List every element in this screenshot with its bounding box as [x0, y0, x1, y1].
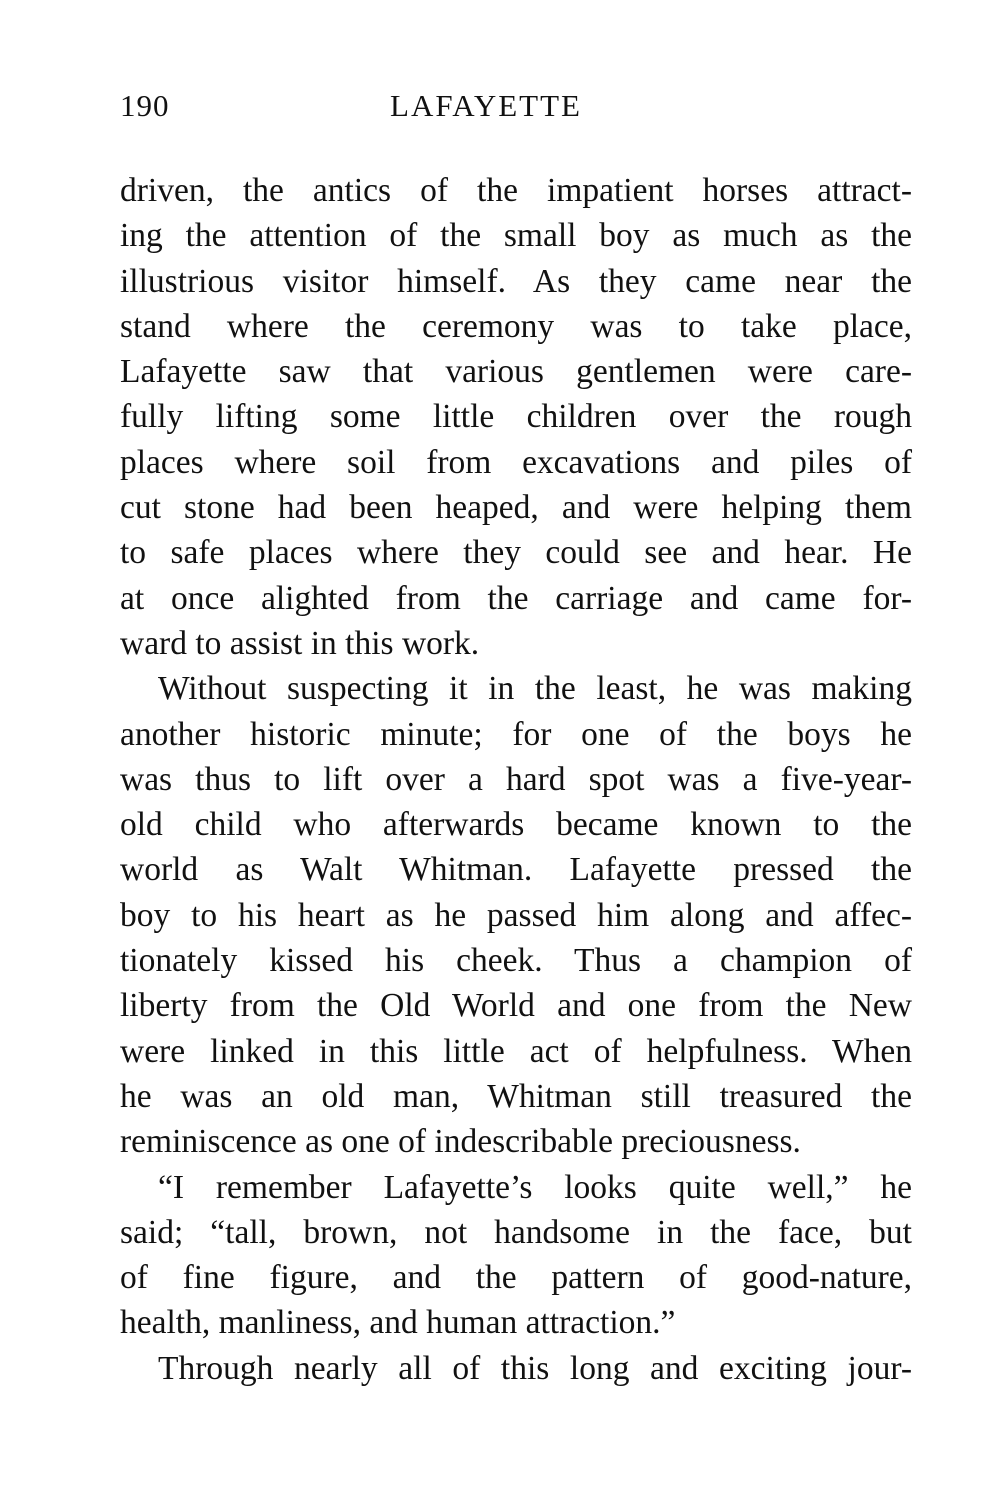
running-head — [120, 88, 912, 138]
text-line: Lafayette saw that various gentlemen were care- — [120, 353, 912, 391]
text-line: liberty from the Old World and one from the New — [120, 987, 912, 1025]
body-text — [120, 168, 912, 1391]
text-line: illustrious visitor himself. As they came near the — [120, 262, 912, 300]
text-line: Through nearly all of this long and exciting jour- — [158, 1349, 912, 1387]
text-line: fully lifting some little children over the rough — [120, 398, 912, 436]
text-line: said; “tall, brown, not handsome in the face, but — [120, 1213, 912, 1251]
text-line: driven, the antics of the impatient horses attract- — [120, 172, 912, 209]
text-line: health, manliness, and human attraction.” — [120, 1304, 676, 1342]
book-page — [120, 88, 912, 1391]
text-line: stand where the ceremony was to take place, — [120, 307, 912, 345]
text-line: at once alighted from the carriage and came for- — [120, 579, 912, 617]
text-line: ing the attention of the small boy as much as the — [120, 217, 912, 255]
text-line: another historic minute; for one of the boys he — [120, 715, 912, 753]
text-line: tionately kissed his cheek. Thus a champion of — [120, 942, 912, 980]
text-line: ward to assist in this work. — [120, 624, 480, 662]
text-line: cut stone had been heaped, and were helping them — [120, 489, 912, 527]
text-line: was thus to lift over a hard spot was a five-year- — [120, 760, 912, 798]
text-line: to safe places where they could see and hear. He — [120, 534, 912, 572]
text-line: old child who afterwards became known to the — [120, 806, 912, 844]
text-line: world as Walt Whitman. Lafayette pressed the — [120, 851, 912, 889]
text-line: places where soil from excavations and piles of — [120, 443, 912, 481]
text-line: reminiscence as one of indescribable preciousness. — [120, 1123, 801, 1161]
page-number: 190 — [120, 88, 170, 123]
text-line: he was an old man, Whitman still treasured the — [120, 1077, 912, 1115]
running-title: LAFAYETTE — [390, 88, 582, 123]
text-line: boy to his heart as he passed him along and affec- — [120, 896, 912, 934]
text-line: “I remember Lafayette’s looks quite well,” he — [158, 1168, 912, 1206]
text-line: were linked in this little act of helpfulness. When — [120, 1032, 912, 1070]
text-line: Without suspecting it in the least, he was making — [158, 670, 912, 708]
text-line: of fine figure, and the pattern of good-nature, — [120, 1259, 912, 1297]
